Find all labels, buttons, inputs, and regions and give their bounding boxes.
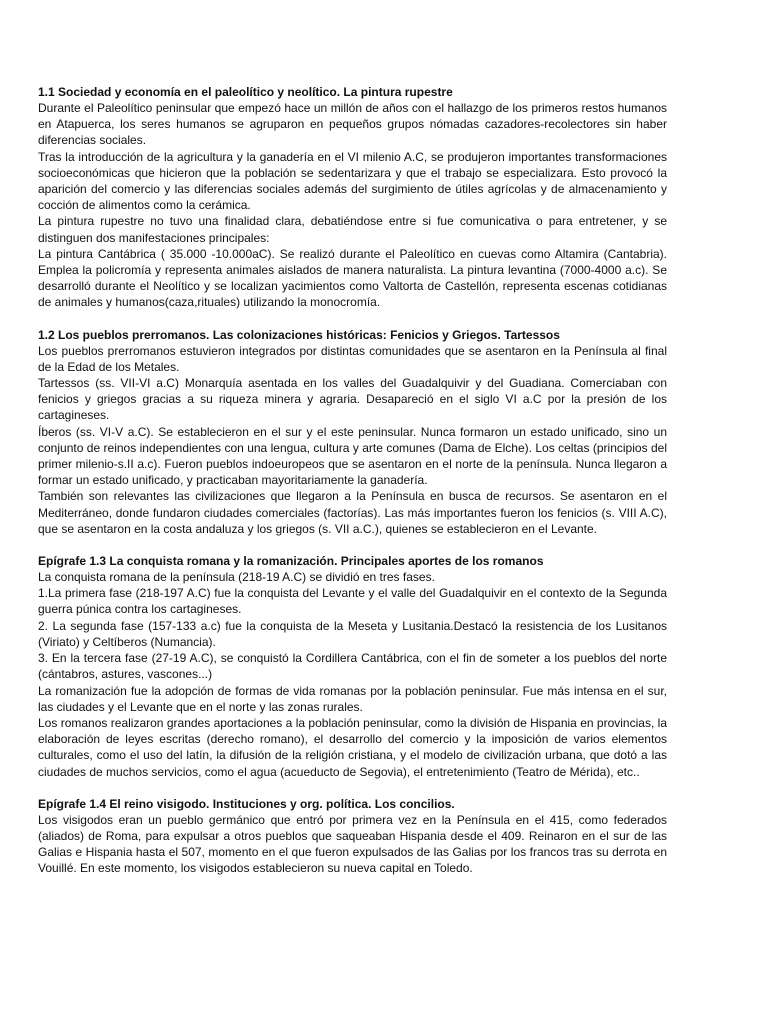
section-heading: 1.2 Los pueblos prerromanos. Las colonizaciones históricas: Fenicios y Griegos. Tartessos (38, 327, 560, 342)
paragraph: También son relevantes las civilizaciones que llegaron a la Península en busca de recursos. Se asentaron en el Mediterráneo, donde fundaron ciudades comerciales (factorías). Las más importantes fueron los fenicios (s. VIII A.C), que se asentaron en la costa andaluza y los griegos (s. VII a.C.), quienes se establecieron en el Levante. (38, 489, 667, 536)
paragraph: La pintura rupestre no tuvo una finalidad clara, debatiéndose entre si fue comunicativa o para entretener, y se distinguen dos manifestaciones principales: (38, 214, 667, 245)
section-1-4 (38, 796, 667, 877)
paragraph: La pintura Cantábrica ( 35.000 -10.000aC). Se realizó durante el Paleolítico en cuevas como Altamira (Cantabria). Emplea la policromía y representa animales aislados de manera naturalista. La pintura levantina (7000-4000 a.c). Se desarrolló durante el Neolítico y se localizan yacimientos como Valtorta de Castellón, representa escenas cotidianas de animales y humanos(caza,rituales) utilizando la monocromía. (38, 246, 667, 310)
paragraph: Tartessos (ss. VII-VI a.C) Monarquía asentada en los valles del Guadalquivir y del Guadiana. Comerciaban con fenicios y griegos gracias a su riqueza minera y agraria. Desapareció en el siglo VI a.C por la presión de los cartagineses. (38, 376, 667, 423)
paragraph: Tras la introducción de la agricultura y la ganadería en el VI milenio A.C, se produjeron importantes transformaciones socioeconómicas que hicieron que la población se sedentarizara y que el trabajo se especializara. Esto provocó la aparición del comercio y las diferencias sociales además del surgimiento de útiles agrícolas y de almacenamiento y cocción de alimentos como la cerámica. (38, 149, 667, 213)
section-heading: Epígrafe 1.3 La conquista romana y la romanización. Principales aportes de los romanos (38, 554, 544, 569)
paragraph: 3. En la tercera fase (27-19 A.C), se conquistó la Cordillera Cantábrica, con el fin de someter a los pueblos del norte (cántabros, astures, vascones...) (38, 651, 667, 682)
paragraph: 1.La primera fase (218-197 A.C) fue la conquista del Levante y el valle del Guadalquivir en el contexto de la Segunda guerra púnica contra los cartagineses. (38, 586, 667, 617)
paragraph: Los visigodos eran un pueblo germánico que entró por primera vez en la Península en el 415, como federados (aliados) de Roma, para expulsar a otros pueblos que saqueaban Hispania desde el 409. Reinaron en el sur de las Galias e Hispania hasta el 507, momento en el que fueron expulsados de las Galias por los francos tras su derrota en Vouillé. En este momento, los visigodos establecieron su nueva capital en Toledo. (38, 812, 667, 876)
paragraph: Los pueblos prerromanos estuvieron integrados por distintas comunidades que se asentaron en la Península al final de la Edad de los Metales. (38, 343, 667, 374)
paragraph: La romanización fue la adopción de formas de vida romanas por la población peninsular. Fue más intensa en el sur, las ciudades y el Levante que en el norte y las zonas rurales. (38, 683, 667, 714)
paragraph: Íberos (ss. VI-V a.C). Se establecieron en el sur y el este peninsular. Nunca formaron un estado unificado, sino un conjunto de reinos independientes con una lengua, cultura y arte comunes (Dama de Elche). Los celtas (principios del primer milenio-s.II a.c). Fueron pueblos indoeuropeos que se asentaron en el norte de la península. Nunca llegaron a formar un estado unificado, y practicaban mayoritariamente la ganadería. (38, 424, 667, 488)
paragraph: Los romanos realizaron grandes aportaciones a la población peninsular, como la división de Hispania en provincias, la elaboración de leyes escritas (derecho romano), el desarrollo del comercio y la imposición de varios elementos culturales, como el uso del latín, la difusión de la religión cristiana, y el modelo de civilización urbana, que dotó a las ciudades de muchos servicios, como el agua (acueducto de Segovia), el entretenimiento (Teatro de Mérida), etc.. (38, 715, 667, 779)
section-1-1 (38, 84, 667, 311)
section-1-3 (38, 553, 667, 780)
paragraph: Durante el Paleolítico peninsular que empezó hace un millón de años con el hallazgo de los primeros restos humanos en Atapuerca, los seres humanos se agruparon en pequeños grupos nómadas cazadores-recolectores sin haber diferencias sociales. (38, 101, 667, 148)
section-heading: 1.1 Sociedad y economía en el paleolítico y neolítico. La pintura rupestre (38, 85, 453, 99)
paragraph: 2. La segunda fase (157-133 a.c) fue la conquista de la Meseta y Lusitania.Destacó la resistencia de los Lusitanos (Viriato) y Celtíberos (Numancia). (38, 618, 667, 649)
section-heading: Epígrafe 1.4 El reino visigodo. Instituciones y org. política. Los concilios. (38, 796, 455, 811)
paragraph: La conquista romana de la península (218-19 A.C) se dividió en tres fases. (38, 570, 435, 585)
section-1-2 (38, 327, 667, 537)
